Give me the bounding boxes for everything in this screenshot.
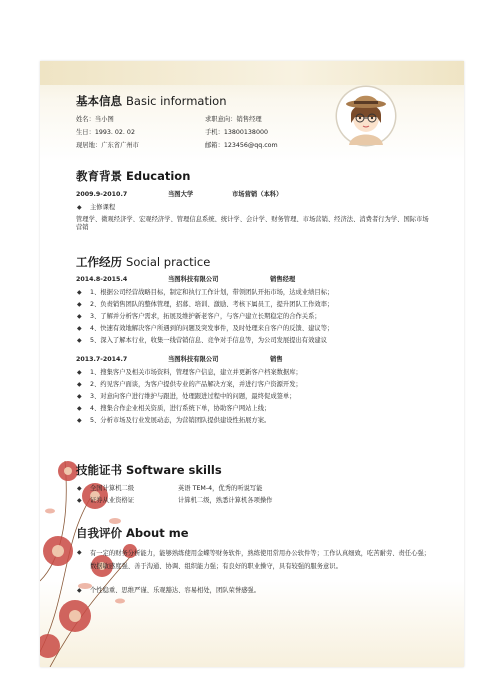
edu-school: 当图大学 xyxy=(168,191,194,198)
job1-item: 1、根据公司经营战略目标，制定和执行工作计划，带领团队开拓市场，达成业绩目标； xyxy=(90,289,334,296)
diamond-bullet-icon: ◆ xyxy=(77,549,82,556)
job-field: 求职意向：销售经理 xyxy=(205,116,262,123)
heading-en: Education xyxy=(126,169,191,183)
section-work-heading xyxy=(76,254,210,270)
job1-period: 2014.8-2015.4 xyxy=(76,276,128,283)
job2-item: 1、搜集客户及相关市场资料，管理客户信息，建立并更新客户档案数据库； xyxy=(90,369,302,376)
diamond-bullet-icon: ◆ xyxy=(77,381,82,388)
skill-value: 英语 TEM-4，优秀的听说写能 xyxy=(178,485,263,492)
section-education-heading xyxy=(76,168,190,184)
email-field: 邮箱：123456@qq.com xyxy=(205,142,278,149)
diamond-bullet-icon: ◆ xyxy=(77,485,82,492)
heading-cn: 技能证书 xyxy=(76,463,122,477)
job2-item: 2、约见客户面谈，为客户提供专业的产品解决方案，并进行客户资源开发； xyxy=(90,381,302,388)
heading-en: Software skills xyxy=(126,463,222,477)
job1-company: 当图科技有限公司 xyxy=(168,276,219,283)
job1-title: 销售经理 xyxy=(270,276,296,283)
edu-course-text: 管理学、微观经济学、宏观经济学、管理信息系统、统计学、会计学、财务管理、市场营销、经济法、消费者行为学、国际市场营销 xyxy=(76,216,429,232)
skill-label: 证券从业资格证 xyxy=(90,497,135,504)
top-band xyxy=(40,61,464,85)
diamond-bullet-icon: ◆ xyxy=(77,313,82,320)
diamond-bullet-icon: ◆ xyxy=(77,405,82,412)
diamond-bullet-icon: ◆ xyxy=(77,289,82,296)
diamond-bullet-icon: ◆ xyxy=(77,417,82,424)
diamond-bullet-icon: ◆ xyxy=(77,301,82,308)
job2-period: 2013.7-2014.7 xyxy=(76,356,128,363)
name-field: 姓名：当小图 xyxy=(76,116,114,123)
diamond-bullet-icon: ◆ xyxy=(77,325,82,332)
section-skills-heading xyxy=(76,462,222,478)
avatar xyxy=(337,87,395,145)
diamond-bullet-icon: ◆ xyxy=(77,497,82,504)
job1-item: 3、了解并分析客户需求，拓展及维护新老客户，与客户建立长期稳定的合作关系； xyxy=(90,313,321,320)
job2-item: 5、分析市场及行业发展动态，为营销团队提供建设性拓展方案。 xyxy=(90,417,271,424)
job1-item: 4、快速有效地解决客户所遇到的问题及突发事件，及时处理来自客户的反馈、建议等； xyxy=(90,325,334,332)
heading-cn: 教育背景 xyxy=(76,169,122,183)
section-basic-heading xyxy=(76,93,227,109)
diamond-bullet-icon: ◆ xyxy=(77,337,82,344)
diamond-bullet-icon: ◆ xyxy=(77,204,82,211)
job2-item: 4、搜集合作企业相关资质，进行系统下单，协助客户网站上线； xyxy=(90,405,271,412)
heading-en: Social practice xyxy=(126,255,211,269)
heading-en: Basic information xyxy=(126,94,227,108)
location-field: 现居地：广东省广州市 xyxy=(76,142,139,149)
skill-label: 全国计算机二级 xyxy=(90,485,135,492)
about-paragraph-1: 有一定的财务分析能力，能够熟练使用金蝶等财务软件，熟练使用常用办公软件等；工作认真细致，吃苦耐劳、责任心强；数据敏感度强、善于沟通、协调、组织能力强；有良好的职业操守，具有较强的服务意识。 xyxy=(90,550,431,570)
diamond-bullet-icon: ◆ xyxy=(77,393,82,400)
section-about-heading xyxy=(76,525,189,541)
job2-title: 销售 xyxy=(270,356,283,363)
job2-item: 3、对意向客户进行维护与跟进，处理跟进过程中的问题，最终促成签单； xyxy=(90,393,296,400)
heading-en: About me xyxy=(126,526,189,540)
skill-value: 计算机二级，熟悉计算机各项操作 xyxy=(178,497,273,504)
diamond-bullet-icon: ◆ xyxy=(77,587,82,594)
job1-item: 5、深入了解本行业，收集一线营销信息、竞争对手信息等，为公司发展提出有效建议 xyxy=(90,337,327,344)
edu-major: 市场营销（本科） xyxy=(232,191,283,198)
about-paragraph-2: 个性稳重、思维严谨、乐观豁达、容易相处，团队荣誉感强。 xyxy=(90,587,261,594)
heading-cn: 自我评价 xyxy=(76,526,122,540)
phone-field: 手机：13800138000 xyxy=(205,129,268,136)
heading-cn: 基本信息 xyxy=(76,94,122,108)
edu-period: 2009.9-2010.7 xyxy=(76,191,128,198)
diamond-bullet-icon: ◆ xyxy=(77,369,82,376)
avatar-portrait xyxy=(337,87,395,145)
job2-company: 当图科技有限公司 xyxy=(168,356,219,363)
birth-field: 生日：1993. 02. 02 xyxy=(76,129,135,136)
heading-cn: 工作经历 xyxy=(76,255,122,269)
edu-course-title: 主修课程 xyxy=(90,204,116,211)
job1-item: 2、负责销售团队的整体管理，招募、培训、激励、考核下属员工，提升团队工作效率； xyxy=(90,301,334,308)
